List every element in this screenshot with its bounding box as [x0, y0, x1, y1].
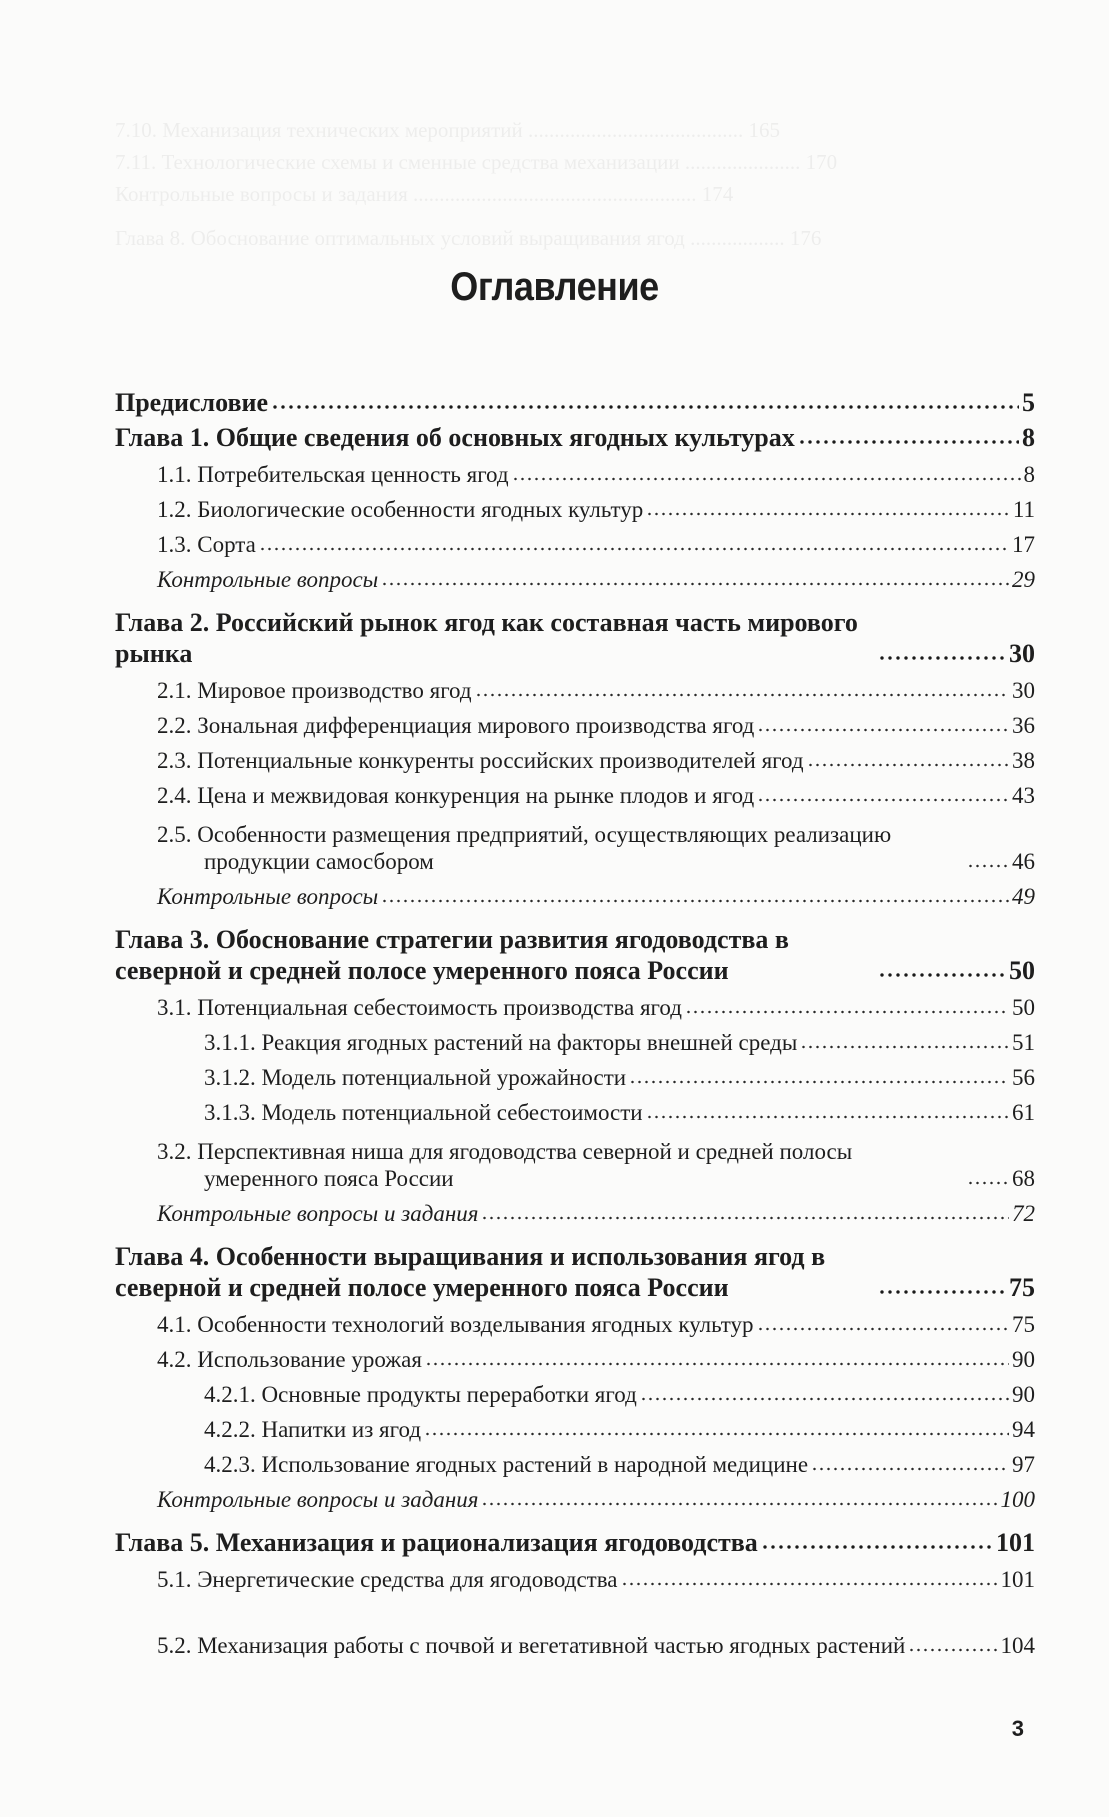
- toc-entry-title: 2.1. Мировое производство ягод: [157, 678, 472, 703]
- dot-leader: [481, 1215, 1009, 1221]
- toc-entry-title: 5.1. Энергетические средства для ягодоводства: [157, 1567, 618, 1592]
- toc-entry-page: 50: [1009, 956, 1035, 985]
- toc-entry-page: 100: [1000, 1487, 1035, 1512]
- dot-leader: [967, 863, 1009, 869]
- dot-leader: [685, 1009, 1009, 1015]
- toc-entry-title: 3.1.2. Модель потенциальной урожайности: [204, 1065, 627, 1090]
- toc-entry-page: 94: [1012, 1417, 1035, 1442]
- toc-entry: [115, 1523, 1035, 1558]
- toc-entry-title: 2.2. Зональная дифференциация мирового производства ягод: [157, 713, 755, 738]
- toc-entry-title: 1.2. Биологические особенности ягодных культур: [157, 497, 644, 522]
- toc-entry: [115, 558, 1035, 593]
- toc-entry: [115, 488, 1035, 523]
- dot-leader: [908, 1647, 997, 1653]
- toc-entry-page: 11: [1012, 497, 1035, 522]
- toc-entry-title: 4.2.3. Использование ягодных растений в народной медицине: [204, 1452, 809, 1477]
- toc-entry: [115, 669, 1035, 704]
- toc-entry: [115, 1478, 1035, 1513]
- toc-entry: [115, 986, 1035, 1021]
- dot-leader: [481, 1501, 997, 1507]
- bleed-through-line: 7.11. Технологические схемы и сменные средства механизации ...................... 170: [115, 150, 838, 174]
- dot-leader: [800, 1044, 1009, 1050]
- toc-entry-title: Глава 5. Механизация и рационализация ягодоводства: [115, 1528, 758, 1557]
- toc-entry-page: 56: [1012, 1065, 1035, 1090]
- toc-entry-page: 36: [1012, 713, 1035, 738]
- toc-entry-title: 1.3. Сорта: [157, 532, 256, 557]
- toc-entry: [115, 704, 1035, 739]
- toc-entry-page: 68: [1012, 1166, 1035, 1191]
- toc-entry-page: 5: [1022, 388, 1035, 417]
- bleed-through-line: Контрольные вопросы и задания ...................................................... 174: [115, 182, 734, 206]
- toc-entry-page: 61: [1012, 1100, 1035, 1125]
- toc-entry: [115, 1091, 1035, 1126]
- toc-entry-page: 17: [1012, 532, 1035, 557]
- toc-entry: [115, 809, 1035, 875]
- toc-entry-page: 90: [1012, 1382, 1035, 1407]
- toc-entry-page: 8: [1023, 462, 1035, 487]
- toc-entry-title: Контрольные вопросы: [157, 567, 379, 592]
- toc-entry: [115, 1237, 1035, 1303]
- toc-entry-page: 101: [1000, 1567, 1035, 1592]
- toc-entry-title: Глава 4. Особенности выращивания и использования ягод в северной и средней полосе умеренного пояса России: [115, 1242, 826, 1302]
- bleed-through-line: Глава 8. Обоснование оптимальных условий выращивания ягод .................. 176: [115, 226, 822, 250]
- toc-entry-page: 30: [1009, 639, 1035, 668]
- toc-entry-title: Контрольные вопросы: [157, 884, 379, 909]
- toc-entry: [115, 1056, 1035, 1091]
- toc-entry: [115, 1021, 1035, 1056]
- toc-entry: [115, 774, 1035, 809]
- dot-leader: [757, 1326, 1009, 1332]
- dot-leader: [878, 655, 1006, 661]
- toc-entry-title: 4.2.1. Основные продукты переработки ягод: [204, 1382, 637, 1407]
- toc-entry: [115, 1126, 1035, 1192]
- dot-leader: [878, 972, 1006, 978]
- toc-entry: [115, 1338, 1035, 1373]
- dot-leader: [259, 546, 1009, 552]
- dot-leader: [621, 1581, 998, 1587]
- toc-entry-title: Контрольные вопросы и задания: [157, 1201, 479, 1226]
- toc-entry-title: Глава 2. Российский рынок ягод как составная часть мирового рынка: [115, 608, 858, 668]
- toc-entry-page: 38: [1012, 748, 1035, 773]
- toc-entry-page: 46: [1012, 849, 1035, 874]
- toc-entry-title: Контрольные вопросы и задания: [157, 1487, 479, 1512]
- toc-entry-page: 72: [1012, 1201, 1035, 1226]
- toc-entry-page: 51: [1012, 1030, 1035, 1055]
- toc-entry: [115, 1192, 1035, 1227]
- toc-entry-title: 1.1. Потребительская ценность ягод: [157, 462, 509, 487]
- toc-entry-page: 43: [1012, 783, 1035, 808]
- toc-entry-title: Глава 3. Обоснование стратегии развития ягодоводства в северной и средней полосе умеренного пояса России: [115, 925, 789, 985]
- toc-entry: [115, 920, 1035, 986]
- toc-entry-page: 104: [1000, 1633, 1035, 1658]
- toc-entry-page: 101: [996, 1528, 1035, 1557]
- toc-entry: [115, 453, 1035, 488]
- toc-entry-title: Предисловие: [115, 388, 269, 417]
- toc-entry: [115, 523, 1035, 558]
- toc-entry: [115, 1373, 1035, 1408]
- dot-leader: [629, 1079, 1009, 1085]
- toc-entry-page: 49: [1012, 884, 1035, 909]
- table-of-contents: [115, 383, 1035, 1659]
- toc-entry-title: 2.4. Цена и межвидовая конкуренция на рынке плодов и ягод: [157, 783, 755, 808]
- dot-leader: [967, 1180, 1009, 1186]
- dot-leader: [424, 1431, 1009, 1437]
- toc-entry: [115, 1558, 1035, 1593]
- dot-leader: [475, 692, 1009, 698]
- toc-entry-title: 3.1.3. Модель потенциальной себестоимости: [204, 1100, 643, 1125]
- toc-entry-page: 90: [1012, 1347, 1035, 1372]
- bleed-through-line: 7.10. Механизация технических мероприятий ......................................... 165: [115, 118, 780, 142]
- dot-leader: [381, 581, 1009, 587]
- toc-entry: [115, 383, 1035, 418]
- toc-entry-page: 29: [1012, 567, 1035, 592]
- toc-entry-title: 4.1. Особенности технологий возделывания ягодных культур: [157, 1312, 754, 1337]
- dot-leader: [512, 476, 1021, 482]
- toc-entry-title: 3.1.1. Реакция ягодных растений на факторы внешней среды: [204, 1030, 798, 1055]
- dot-leader: [640, 1396, 1009, 1402]
- dot-leader: [381, 898, 1009, 904]
- toc-entry: [115, 739, 1035, 774]
- dot-leader: [878, 1289, 1006, 1295]
- dot-leader: [807, 762, 1009, 768]
- toc-entry: [115, 1593, 1035, 1659]
- toc-entry-page: 75: [1012, 1312, 1035, 1337]
- page-title: Оглавление: [450, 265, 659, 309]
- dot-leader: [757, 797, 1009, 803]
- toc-entry-title: 2.5. Особенности размещения предприятий, осуществляющих реализацию продукции самосбором: [157, 822, 892, 874]
- toc-entry-page: 97: [1012, 1452, 1035, 1477]
- toc-entry: [115, 418, 1035, 453]
- toc-entry-title: 4.2. Использование урожая: [157, 1347, 422, 1372]
- toc-entry: [115, 1408, 1035, 1443]
- dot-leader: [761, 1544, 993, 1550]
- toc-entry-title: 3.2. Перспективная ниша для ягодоводства северной и средней полосы умеренного пояса России: [157, 1139, 853, 1191]
- dot-leader: [271, 404, 1019, 410]
- toc-entry: [115, 1303, 1035, 1338]
- toc-entry-page: 8: [1022, 423, 1035, 452]
- toc-entry-page: 50: [1012, 995, 1035, 1020]
- toc-entry-title: Глава 1. Общие сведения об основных ягодных культурах: [115, 423, 795, 452]
- toc-entry-title: 3.1. Потенциальная себестоимость производства ягод: [157, 995, 682, 1020]
- toc-entry: [115, 603, 1035, 669]
- dot-leader: [646, 1114, 1009, 1120]
- toc-entry-page: 75: [1009, 1273, 1035, 1302]
- toc-entry-title: 2.3. Потенциальные конкуренты российских производителей ягод: [157, 748, 804, 773]
- toc-entry-title: 5.2. Механизация работы с почвой и вегетативной частью ягодных растений: [157, 1633, 906, 1658]
- toc-entry: [115, 1443, 1035, 1478]
- dot-leader: [646, 511, 1010, 517]
- dot-leader: [425, 1361, 1009, 1367]
- dot-leader: [757, 727, 1009, 733]
- dot-leader: [811, 1466, 1009, 1472]
- page-number: 3: [1011, 1716, 1024, 1741]
- dot-leader: [798, 439, 1019, 445]
- toc-entry-page: 30: [1012, 678, 1035, 703]
- toc-entry-title: 4.2.2. Напитки из ягод: [204, 1417, 422, 1442]
- toc-entry: [115, 875, 1035, 910]
